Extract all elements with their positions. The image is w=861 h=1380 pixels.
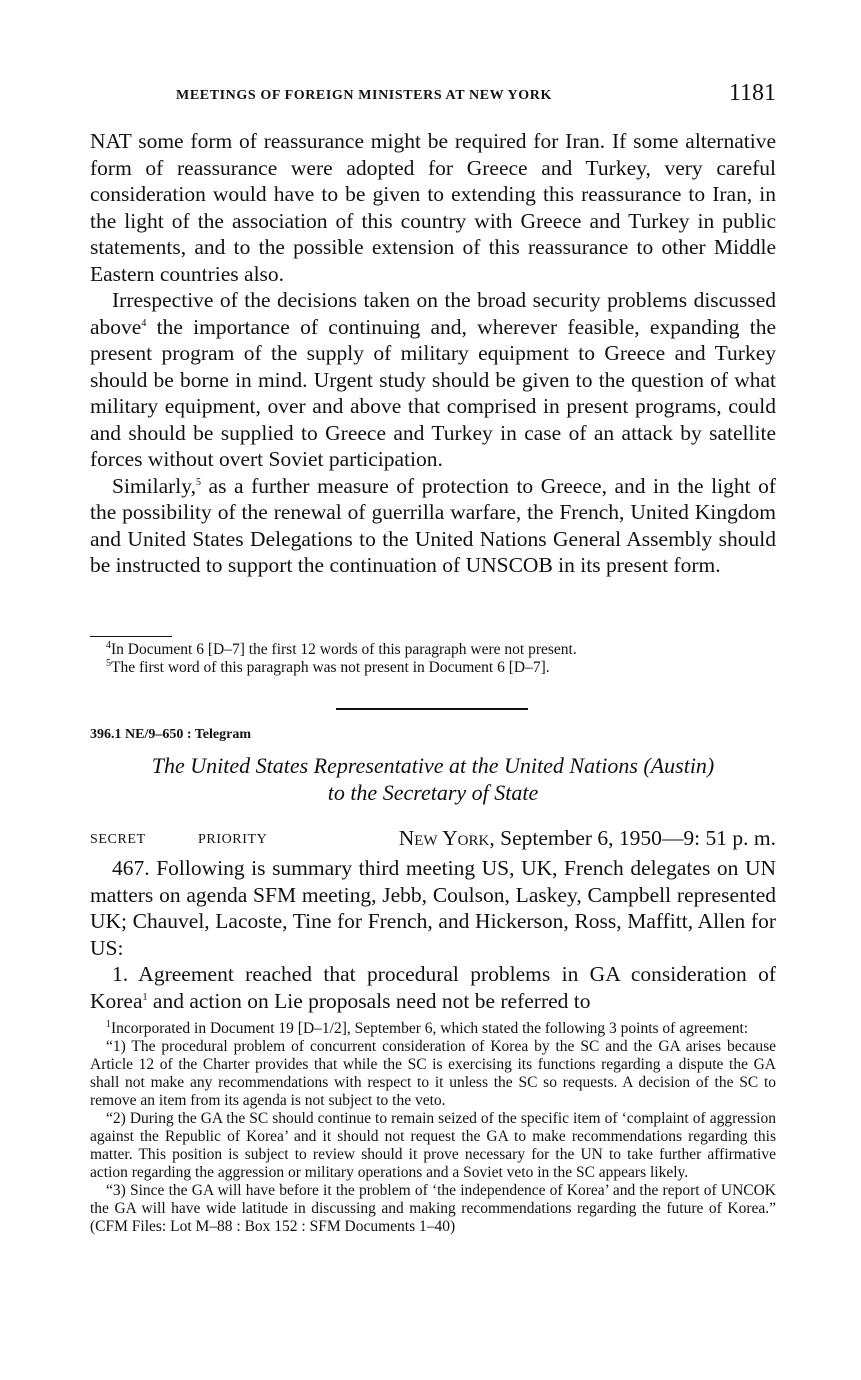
footnote-point: “3) Since the GA will have before it the problem of ‘the independence of Korea’ and the report of UNCOK the GA will have wide latitude in discussing and making recommendations regarding the future of Korea.” (CFM Files: Lot M–88 : Box 152 : SFM Documents 1–40) xyxy=(90,1182,776,1235)
paragraph-text: 1. Agreement reached that procedural problems in GA consideration of Korea xyxy=(90,962,776,1013)
footnote xyxy=(90,641,776,659)
footnotes-top xyxy=(90,641,776,677)
footnote-mark: 4 xyxy=(106,639,111,651)
paragraph-text: as a further measure of protection to Greece, and in the light of the possibility of the renewal of guerrilla warfare, the French, United Kingdom and United States Delegations to the United Nations General Assembly should be instructed to support the continuation of UNSCOB in its present form. xyxy=(90,473,776,577)
footnote xyxy=(90,659,776,677)
footnote-point: “1) The procedural problem of concurrent consideration of Korea by the SC and the GA arises because Article 12 of the Charter provides that while the SC is exercising its functions regarding a dispute the GA shall not make any recommendations with respect to it unless the SC so requests. A decision of the SC to remove an item from its agenda is not subject to the veto. xyxy=(90,1038,776,1109)
footnote-divider xyxy=(90,636,172,637)
paragraph-text: Similarly, xyxy=(112,473,197,498)
file-reference: 396.1 NE/9–650 : Telegram xyxy=(90,727,251,742)
footnote xyxy=(90,1020,776,1038)
document-title xyxy=(90,752,776,806)
body-text-bottom xyxy=(90,855,776,1014)
footnotes-bottom xyxy=(90,1020,776,1236)
footnote-mark: 1 xyxy=(106,1018,111,1030)
footnote-mark: 5 xyxy=(106,657,111,669)
footnote-text: In Document 6 [D–7] the first 12 words of this paragraph were not present. xyxy=(111,641,577,658)
footnote-ref-1: 1 xyxy=(142,991,148,1003)
footnote-point: “2) During the GA the SC should continue to remain seized of the specific item of ‘complaint of aggression against the Republic of Korea’ and it should not request the GA to make recommendations regarding this matter. This position is subject to review should it prove necessary for the UN to take further affirmative action regarding the aggression or military operations and a Soviet veto in the SC appears likely. xyxy=(90,1110,776,1181)
footnote-ref-5: 5 xyxy=(196,476,202,488)
page-number: 1181 xyxy=(728,80,776,106)
footnote-ref-4: 4 xyxy=(141,317,147,329)
paragraph-agreement xyxy=(90,961,776,1014)
title-line: to the Secretary of State xyxy=(327,780,539,805)
paragraph-iran: NAT some form of reassurance might be required for Iran. If some alternative form of reassurance were adopted for Greece and Turkey, very careful consideration would have to be given to extending this reassurance to Iran, in the light of the association of this country with Greece and Turkey in public statements, and to the possible extension of this reassurance to other Middle Eastern countries also. xyxy=(90,129,776,286)
classification-label: SECRET xyxy=(90,832,146,847)
footnote-text: The first word of this paragraph was not present in Document 6 [D–7]. xyxy=(111,659,550,676)
priority-label: PRIORITY xyxy=(198,832,268,847)
date: September 6, 1950—9: 51 p. m. xyxy=(494,826,776,850)
dateline xyxy=(399,826,776,851)
place: New York, xyxy=(398,826,495,850)
page-header xyxy=(176,80,776,112)
paragraph-text: and action on Lie proposals need not be referred to xyxy=(147,988,591,1013)
telegram-heading xyxy=(90,826,776,854)
paragraph-text: the importance of continuing and, wherever feasible, expanding the present program of the supply of military equipment to Greece and Turkey should be borne in mind. Urgent study should be given to the question of what military equipment, over and above that comprised in present programs, could and should be supplied to Greece and Turkey in case of an attack by satellite forces without overt Soviet participation. xyxy=(90,314,776,471)
section-separator xyxy=(336,708,528,710)
footnote-text: Incorporated in Document 19 [D–1/2], September 6, which stated the following 3 points of agreement: xyxy=(111,1020,749,1037)
body-text-top xyxy=(90,128,776,579)
paragraph-text: Irrespective of the decisions taken on the broad security problems discussed above xyxy=(90,288,776,339)
paragraph-unscob xyxy=(90,473,776,579)
title-line: The United States Representative at the United Nations (Austin) xyxy=(151,753,715,778)
paragraph-meeting-summary: 467. Following is summary third meeting US, UK, French delegates on UN matters on agenda SFM meeting, Jebb, Coulson, Laskey, Campbell represented UK; Chauvel, Lacoste, Tine for French, and Hickerson, Ross, Maffitt, Allen for US: xyxy=(90,856,776,960)
paragraph-military-equipment xyxy=(90,287,776,473)
running-head: MEETINGS OF FOREIGN MINISTERS AT NEW YORK xyxy=(176,88,552,103)
